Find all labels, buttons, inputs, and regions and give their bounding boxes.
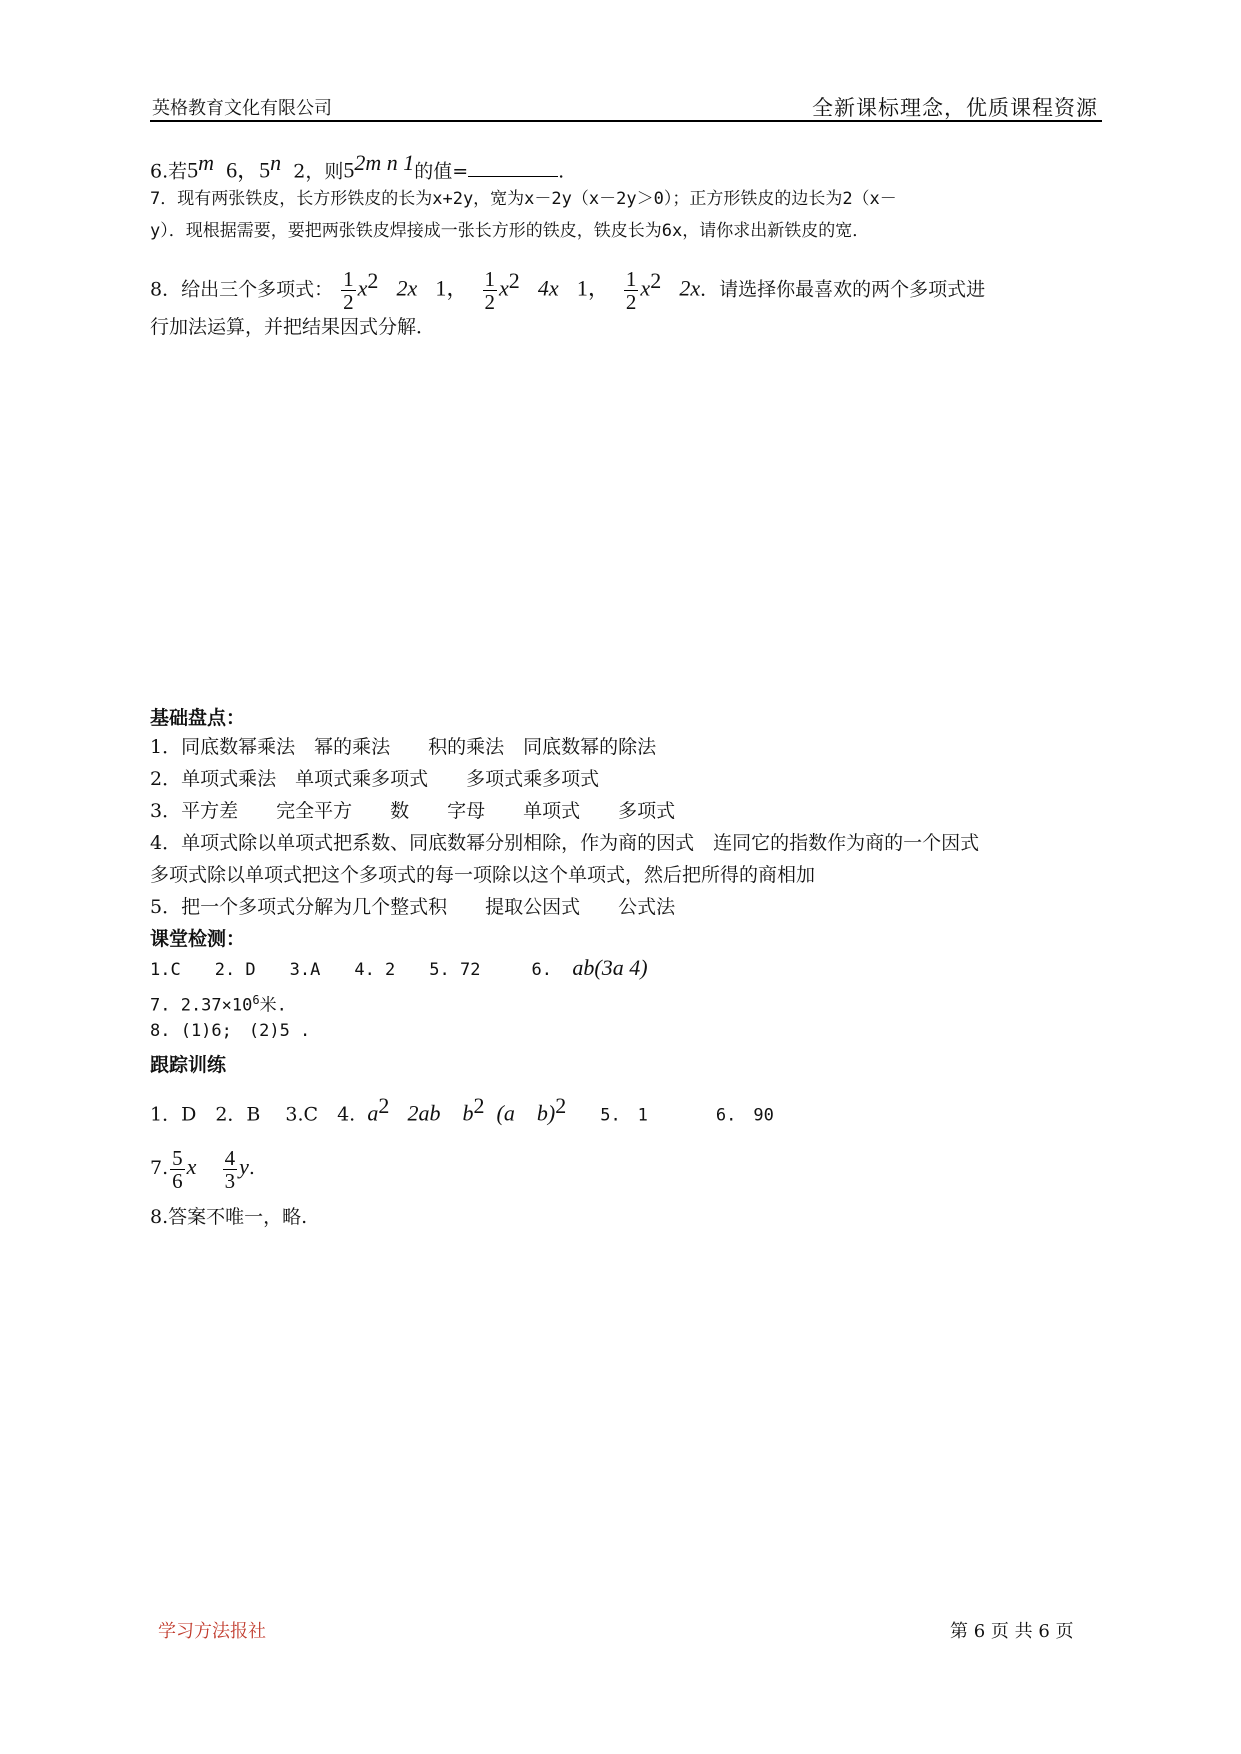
section-title-basics: 基础盘点： xyxy=(150,707,246,729)
basics-item: 5．把一个多项式分解为几个整式积 提取公因式 公式法 xyxy=(150,896,676,918)
basics-item: 4．单项式除以单项式把系数、同底数幂分别相除，作为商的因式 连同它的指数作为商的一个因式 xyxy=(150,832,980,854)
header-slogan: 全新课标理念，优质课程资源 xyxy=(812,96,1098,120)
basics-item: 1．同底数幂乘法 幂的乘法 积的乘法 同底数幂的除法 xyxy=(150,736,657,758)
fraction: $\frac{1}{2}$ xyxy=(343,266,354,314)
footer-page-number: 第 6 页 共 6 页 xyxy=(950,1621,1074,1642)
fraction: $\frac{1}{2}$ xyxy=(625,266,637,314)
problem-8-line-1: 8．给出三个多项式： $\frac{1}{2}$ $x^2$ 2x 1， $\frac{1}{2}$ $x^2$ 4x 1， $\frac{1}{2}$ $x^2$ 2x．请选择你最喜欢的两个多项式进 xyxy=(150,266,986,314)
fraction: $\frac{1}{2}$ xyxy=(484,266,496,314)
basics-item: 多项式除以单项式把这个多项式的每一项除以这个单项式，然后把所得的商相加 xyxy=(150,864,816,886)
tracking-line-3: 8.答案不唯一，略. xyxy=(150,1206,308,1228)
classcheck-line-1: 1.C 2. D 3.A 4. 2 5. 72 6. ab(3a 4) xyxy=(150,955,648,980)
basics-item: 2．单项式乘法 单项式乘多项式 多项式乘多项式 xyxy=(150,768,600,790)
tracking-line-1: 1．D 2．B 3.C 4. $a^2$ 2ab $b^2$ (a b)$^2$ 5. 1 6. 90 xyxy=(150,1093,774,1126)
fraction: $\frac{5}{6}$ xyxy=(172,1145,183,1193)
fraction: $\frac{4}{3}$ xyxy=(224,1145,236,1193)
section-title-tracking: 跟踪训练 xyxy=(150,1054,227,1076)
problem-7-line-1: 7．现有两张铁皮，长方形铁皮的长为x+2y，宽为x－2y（x－2y＞0）；正方形铁皮的边长为2（x－ xyxy=(150,189,897,209)
classcheck-line-2: 7. $2.37\times 10^6$米. xyxy=(150,993,287,1016)
classcheck-line-3: 8. (1)6; (2)5 . xyxy=(150,1021,311,1041)
footer-publisher: 学习方法报社 xyxy=(158,1621,266,1642)
problem-6: 6.若5$^m$ 6，5$^n$ 2，则$5^{2m n 1}$的值= . xyxy=(150,150,565,183)
tracking-line-2: 7. $\frac{5}{6}$ x $\frac{4}{3}$ y. xyxy=(150,1145,255,1193)
problem-7-line-2: y）．现根据需要，要把两张铁皮焊接成一张长方形的铁皮，铁皮长为6x，请你求出新铁皮的宽． xyxy=(150,221,870,241)
header-rule xyxy=(150,120,1102,122)
header-company: 英格教育文化有限公司 xyxy=(152,98,332,119)
problem-8-line-2: 行加法运算，并把结果因式分解． xyxy=(150,316,436,338)
basics-item: 3．平方差 完全平方 数 字母 单项式 多项式 xyxy=(150,800,676,822)
section-title-classcheck: 课堂检测： xyxy=(150,928,246,950)
answer-blank xyxy=(468,158,558,177)
